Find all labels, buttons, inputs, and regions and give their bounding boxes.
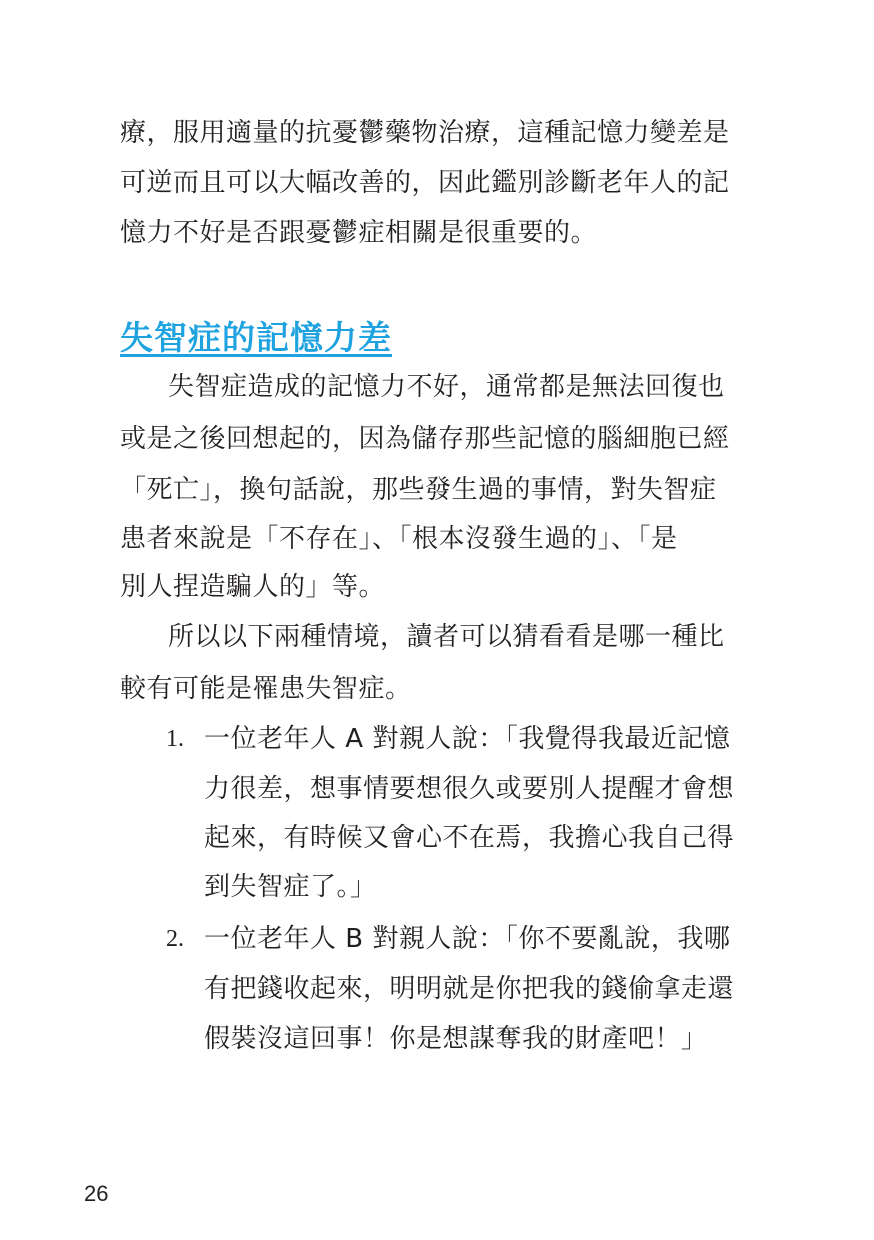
list-item-number: 2. (166, 926, 184, 952)
text-line: 有把錢收起來，明明就是你把我的錢偷拿走還 (204, 974, 735, 1004)
text-line: 憶力不好是否跟憂鬱症相關是很重要的。 (120, 218, 598, 248)
page-number: 26 (84, 1181, 109, 1206)
text-line: 較有可能是罹患失智症。 (120, 674, 412, 704)
text-line: 「死亡」，換句話說，那些發生過的事情，對失智症 (120, 475, 717, 505)
text-line: 患者來說是「不存在」、「根本沒發生過的」、「是 (120, 524, 678, 554)
text-line: 或是之後回想起的，因為儲存那些記憶的腦細胞已經 (120, 424, 730, 454)
text-line: 假裝沒這回事！你是想謀奪我的財產吧！」 (204, 1024, 708, 1054)
text-line: 失智症造成的記憶力不好，通常都是無法回復也 (168, 372, 725, 402)
text-line: 別人捏造騙人的」等。 (120, 572, 386, 602)
text-line: 所以以下兩種情境，讀者可以猜看看是哪一種比 (168, 622, 725, 652)
text-line: 一位老年人 B 對親人說：「你不要亂說，我哪 (204, 924, 731, 954)
text-line: 一位老年人 A 對親人說：「我覺得我最近記憶 (204, 724, 731, 754)
text-line: 到失智症了。」 (204, 872, 377, 902)
text-line: 起來，有時候又會心不在焉，我擔心我自己得 (204, 823, 735, 853)
section-heading: 失智症的記憶力差 (120, 318, 392, 357)
text-line: 療，服用適量的抗憂鬱藥物治療，這種記憶力變差是 (120, 118, 730, 148)
text-line: 可逆而且可以大幅改善的，因此鑑別診斷老年人的記 (120, 168, 730, 198)
text-line: 力很差，想事情要想很久或要別人提醒才會想 (204, 774, 735, 804)
list-item-number: 1. (166, 726, 184, 752)
